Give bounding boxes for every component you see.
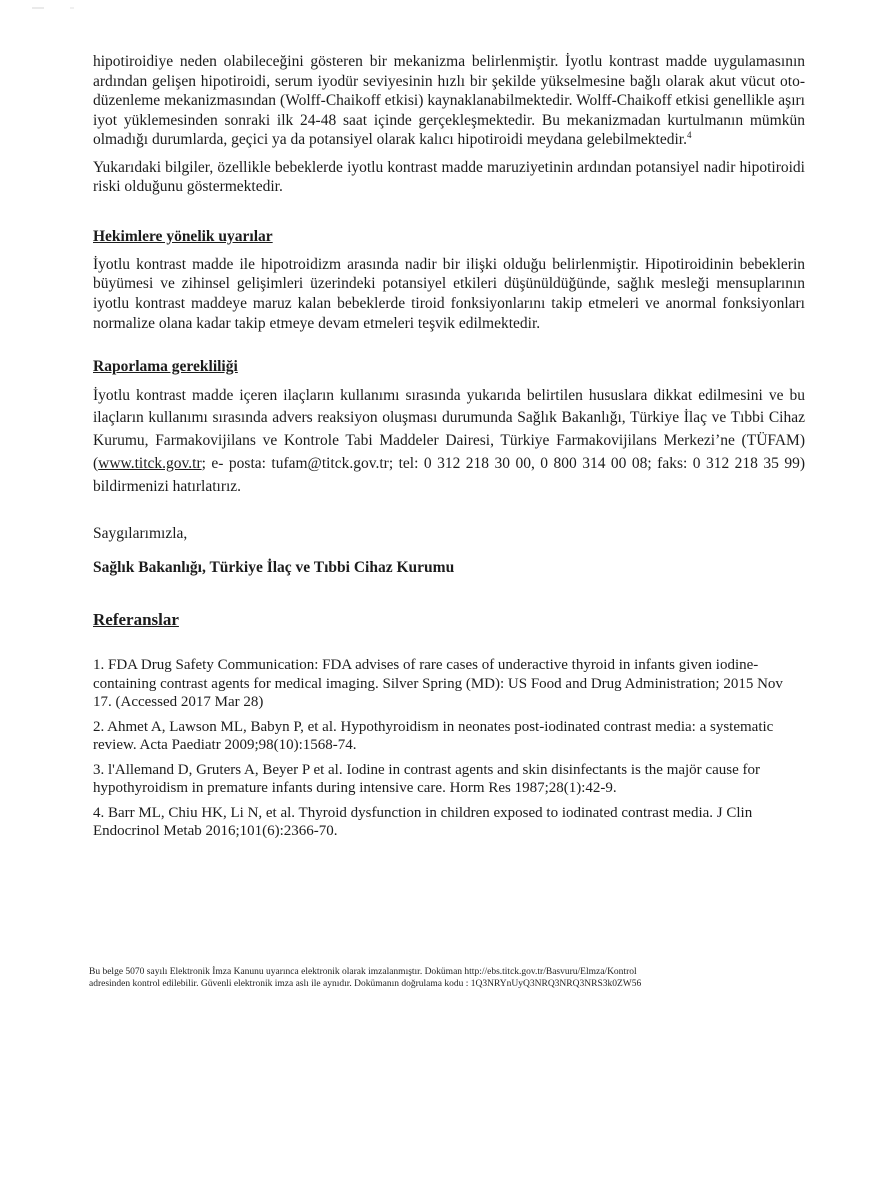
intro-paragraph: hipotiroidiye neden olabileceğini gösteren bir mekanizma belirlenmiştir. İyotlu kontrast madde uygulamasının ardından gelişen hipotiroidi, serum iyodür seviyesinin hızlı bir şekilde yükselmesine bağlı olarak akut vücut oto-düzenleme mekanizmasından (Wolff-Chaikoff etkisi) kaynaklanabilmektedir. Wolff-Chaikoff etkisi genellikle aşırı iyot yüklemesinden sonraki ilk 24-48 saat içinde gerçekleşmektedir. Bu mekanizmadan kurtulmanın mümkün olmadığı durumlarda, geçici ya da potansiyel olarak kalıcı hipotiroidi meydana gelebilmektedir.$^4$: [93, 53, 805, 148]
titck-website-link[interactable]: www.titck.gov.tr: [98, 455, 202, 473]
reporting-body: İyotlu kontrast madde içeren ilaçların kullanımı sırasında yukarıda belirtilen hususlara dikkat edilmesini ve bu ilaçların kullanımı sırasında advers reaksiyon oluşması durumunda Sağlık Bakanlığı, Türkiye İlaç ve Tıbbi Cihaz Kurumu, Farmakovijilans ve Kontrole Tabi Maddeler Dairesi, Türkiye Farmakovijilans Merkezi’ne (TÜFAM) (www.titck.gov.tr; e- posta: tufam@titck.gov.tr; tel: 0 312 218 30 00, 0 800 314 00 08; faks: 0 312 218 35 99) bildirmenizi hatırlatırız.: [93, 386, 805, 495]
reporting-heading: Raporlama gerekliliği: [93, 357, 238, 375]
footer-line: Bu belge 5070 sayılı Elektronik İmza Kanunu uyarınca elektronik olarak imzalanmıştır. Doküman http://ebs.titck.gov.tr/Basvuru/Elmza/Kontrol: [89, 967, 637, 977]
references-list: [93, 656, 805, 841]
footnote-marker: 4: [686, 129, 692, 140]
reference-item: 1. FDA Drug Safety Communication: FDA advises of rare cases of underactive thyroid in infants given iodine-containing contrast agents for medical imaging. Silver Spring (MD): US Food and Drug Administration; 2015 Nov 17. (Accessed 2017 Mar 28): [93, 657, 783, 711]
e-signature-footer: [89, 966, 789, 990]
warnings-body: İyotlu kontrast madde ile hipotroidizm arasında nadir bir ilişki olduğu belirlenmiştir. Hipotiroidinin bebeklerin büyümesi ve zihinsel gelişimleri üzerindeki potansiyel etkileri düşünüldüğünde, sağlık mesleği mensuplarının iyotlu kontrast maddeye maruz kalan bebeklerde tiroid fonksiyonlarını takip etmeleri ve anormal fonksiyonları normalize olana kadar takip etmeye devam etmeleri teşvik edilmektedir.: [93, 255, 805, 332]
signature-institution: Sağlık Bakanlığı, Türkiye İlaç ve Tıbbi Cihaz Kurumu: [93, 559, 455, 577]
closing-greeting: Saygılarımızla,: [93, 524, 188, 542]
reference-item: 4. Barr ML, Chiu HK, Li N, et al. Thyroid dysfunction in children exposed to iodinated contrast media. J Clin Endocrinol Metab 2016;101(6):2366-70.: [93, 804, 753, 840]
references-heading: Referanslar: [93, 610, 179, 630]
summary-paragraph: Yukarıdaki bilgiler, özellikle bebeklerde iyotlu kontrast madde maruziyetinin ardından potansiyel nadir hipotiroidi riski olduğunu göstermektedir.: [93, 158, 805, 195]
scan-artifact: [30, 6, 90, 10]
footer-line: adresinden kontrol edilebilir. Güvenli elektronik imza aslı ile aynıdır. Dokümanın doğrulama kodu : 1Q3NRYnUyQ3NRQ3NRQ3NRS3k0ZW56: [89, 979, 642, 989]
document-page: [93, 46, 805, 847]
reference-item: 3. l'Allemand D, Gruters A, Beyer P et al. Iodine in contrast agents and skin disinfectants is the majör cause for hypothyroidism in premature infants during intensive care. Horm Res 1987;28(1):42-9.: [93, 761, 760, 797]
warnings-heading: Hekimlere yönelik uyarılar: [93, 227, 273, 245]
reference-item: 2. Ahmet A, Lawson ML, Babyn P, et al. Hypothyroidism in neonates post-iodinated contrast media: a systematic review. Acta Paediatr 2009;98(10):1568-74.: [93, 718, 774, 754]
